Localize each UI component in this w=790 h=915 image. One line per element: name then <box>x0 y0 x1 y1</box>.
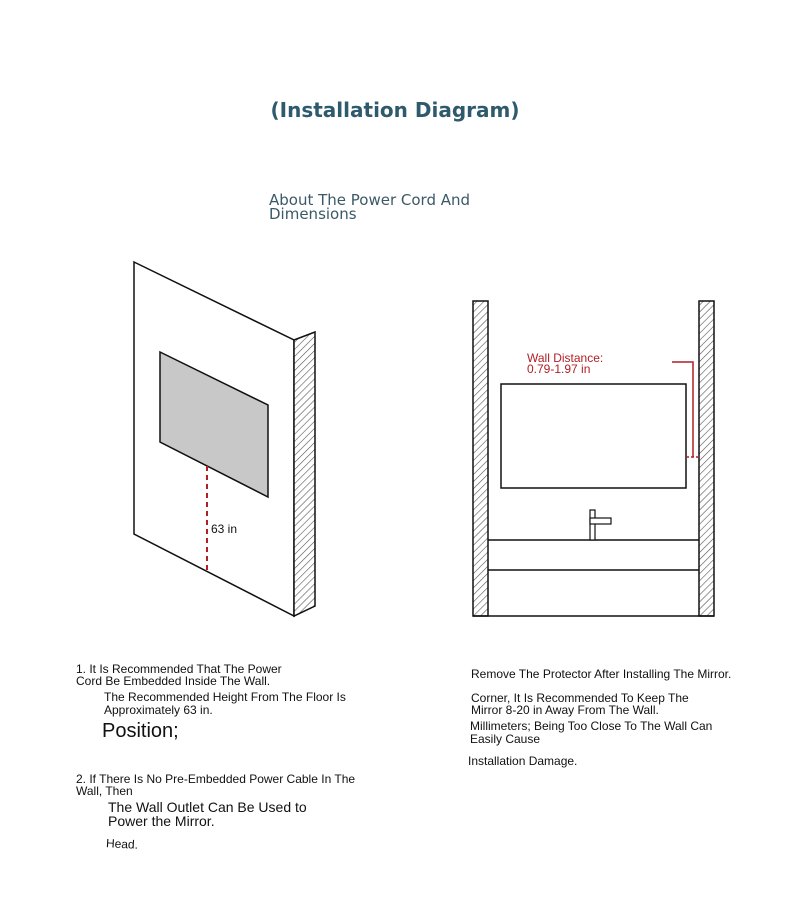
note1-line2: Cord Be Embedded Inside The Wall. <box>76 674 271 688</box>
note1-detail-line1: The Recommended Height From The Floor Is <box>104 690 346 704</box>
note2-detail-line2: Power the Mirror. <box>108 813 215 829</box>
wall-distance-label: Wall Distance: <box>527 351 604 365</box>
note2-line1: 2. If There Is No Pre-Embedded Power Cable In The <box>76 772 356 786</box>
note2-detail-line1: The Wall Outlet Can Be Used to <box>108 799 307 815</box>
wall-side-hatch <box>294 332 315 616</box>
note2-line2: Wall, Then <box>76 784 133 798</box>
right-note-line4: Millimeters; Being Too Close To The Wall Can <box>470 719 713 733</box>
right-side-wall <box>699 301 714 616</box>
position-word: Position; <box>102 720 179 742</box>
head-word: Head. <box>105 836 139 852</box>
left-side-wall <box>473 301 488 616</box>
right-note-line3: Mirror 8-20 in Away From The Wall. <box>471 703 659 717</box>
section-subtitle: About The Power Cord And Dimensions <box>269 191 471 223</box>
note1-detail-line2: Approximately 63 in. <box>104 703 213 717</box>
page-title: (Installation Diagram) <box>270 98 520 122</box>
left-wall-figure <box>134 262 315 616</box>
faucet-icon <box>590 510 611 540</box>
right-note-line5: Easily Cause <box>470 732 541 746</box>
wall-distance-value: 0.79-1.97 in <box>527 362 591 376</box>
note1-line1: 1. It Is Recommended That The Power <box>76 662 282 676</box>
right-front-figure <box>473 301 714 616</box>
front-mirror <box>501 384 686 488</box>
right-note-line6: Installation Damage. <box>468 754 578 768</box>
right-note-line2: Corner, It Is Recommended To Keep The <box>471 691 689 705</box>
right-note-line1: Remove The Protector After Installing The Mirror. <box>471 667 732 681</box>
height-label: 63 in <box>211 522 238 536</box>
